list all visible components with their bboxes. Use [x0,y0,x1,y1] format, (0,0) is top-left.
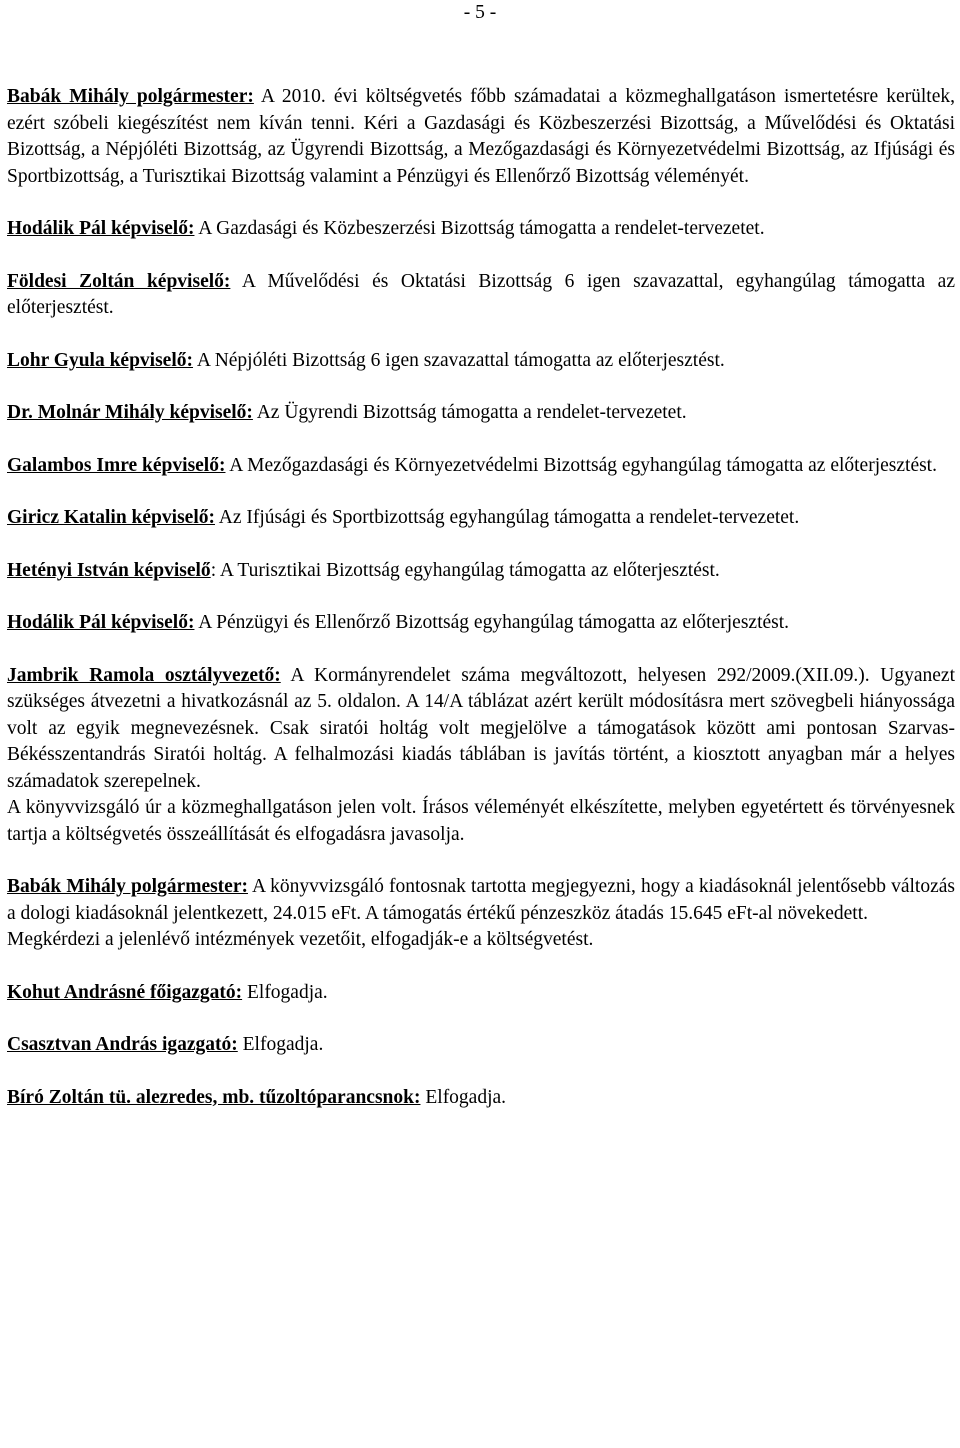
paragraph-babak-2 [7,874,955,927]
paragraph-lohr [7,348,955,375]
paragraph-molnar [7,400,955,427]
paragraph-hetenyi [7,558,955,585]
paragraph-hodalik-1 [7,216,955,243]
speaker-name: Babák Mihály polgármester: [7,86,254,107]
speaker-name: Jambrik Ramola osztályvezető: [7,664,281,686]
speaker-name: Lohr Gyula képviselő: [7,349,194,371]
speaker-name: Földesi Zoltán képviselő: [7,270,231,292]
speaker-name: Csasztvan András igazgató: [7,1034,238,1055]
statement-text: Elfogadja. [237,1034,324,1055]
speaker-name: Hodálik Pál képviselő: [7,218,195,239]
paragraph-babak-1 [7,84,955,190]
speaker-name: Galambos Imre képviselő: [7,454,226,476]
statement-text: A Gazdasági és Közbeszerzési Bizottság támogatta a rendelet-tervezetet. [194,218,765,239]
statement-text: Elfogadja. [242,981,328,1003]
paragraph-foldesi [7,269,955,322]
paragraph-jambrik [7,663,955,796]
statement-text: A Mezőgazdasági és Környezetvédelmi Bizottság egyhangúlag támogatta az előterjesztést. [225,454,937,476]
statement-text: Elfogadja. [420,1086,507,1108]
statement-text: A könyvvizsgáló fontosnak tartotta megjegyezni, hogy a kiadásoknál jelentősebb változás a dologi kiadásoknál jelentkezett, 24.015 eFt. A támogatás értékű pénzeszköz átadás 15.645 eFt-al növekedett. [7,876,955,924]
statement-text: A Népjóléti Bizottság 6 igen szavazattal támogatta az előterjesztést. [193,349,725,371]
speaker-name: Babák Mihály polgármester: [7,876,248,897]
speaker-name: Kohut Andrásné főigazgató: [7,981,243,1003]
paragraph-biro [7,1085,955,1112]
paragraph-jambrik-continuation: A könyvvizsgáló úr a közmeghallgatáson jelen volt. Írásos véleményét elkészítette, melyben egyetértett és törvényesnek tartja a költségvetés összeállítását és elfogadásra javasolja. [7,797,955,845]
statement-text: A Pénzügyi és Ellenőrző Bizottság egyhangúlag támogatta az előterjesztést. [194,612,790,633]
statement-text: A Művelődési és Oktatási Bizottság 6 igen szavazattal, egyhangúlag támogatta az előterjesztést. [7,270,955,318]
speaker-name: Bíró Zoltán tü. alezredes, mb. tűzoltóparancsnok: [7,1086,421,1108]
paragraph-galambos [7,453,955,480]
minutes-body [7,84,955,1137]
statement-text: : A Turisztikai Bizottság egyhangúlag támogatta az előterjesztést. [210,559,720,581]
paragraph-hodalik-2 [7,610,955,637]
speaker-name: Dr. Molnár Mihály képviselő: [7,402,253,423]
paragraph-kohut [7,980,955,1007]
paragraph-csasztvan [7,1032,955,1059]
paragraph-babak-2-continuation: Megkérdezi a jelenlévő intézmények vezetőit, elfogadják-e a költségvetést. [7,929,594,950]
statement-text: Az Ügyrendi Bizottság támogatta a rendelet-tervezetet. [252,402,687,423]
statement-text: Az Ifjúsági és Sportbizottság egyhangúlag támogatta a rendelet-tervezetet. [214,507,800,528]
statement-text: A 2010. évi költségvetés főbb számadatai a közmeghallgatáson ismertetésre kerültek, ezért szóbeli kiegészítést nem kíván tenni. Kéri a Gazdasági és Közbeszerzési Bizottság, a Művelődési és Oktatási Bizottság, a Népjóléti Bizottság, az Ügyrendi Bizottság, a Mezőgazdasági és Környezetvédelmi Bizottság, az Ifjúsági és Sportbizottság, a Turisztikai Bizottság valamint a Pénzügyi és Ellenőrző Bizottság véleményét. [7,86,956,187]
paragraph-giricz [7,505,955,532]
speaker-name: Hodálik Pál képviselő: [7,612,195,633]
page-number: - 5 - [463,2,497,23]
statement-text: A Kormányrendelet száma megváltozott, helyesen 292/2009.(XII.09.). Ugyanezt szükséges átvezetni a hivatkozásnál az 5. oldalon. A 14/A táblázat azért került módosításra mert szövegbeli hiányossága volt az egyik megnevezésnek. Csak siratói holtág volt megjelölve a támogatások között ami pontosan Szarvas-Békésszentandrás Siratói holtág. A felhalmozási kiadás táblában is javítás történt, a kiosztott anyagban már a helyes számadatok szerepelnek. [7,664,956,792]
speaker-name: Hetényi István képviselő [7,559,211,581]
speaker-name: Giricz Katalin képviselő: [7,507,215,528]
